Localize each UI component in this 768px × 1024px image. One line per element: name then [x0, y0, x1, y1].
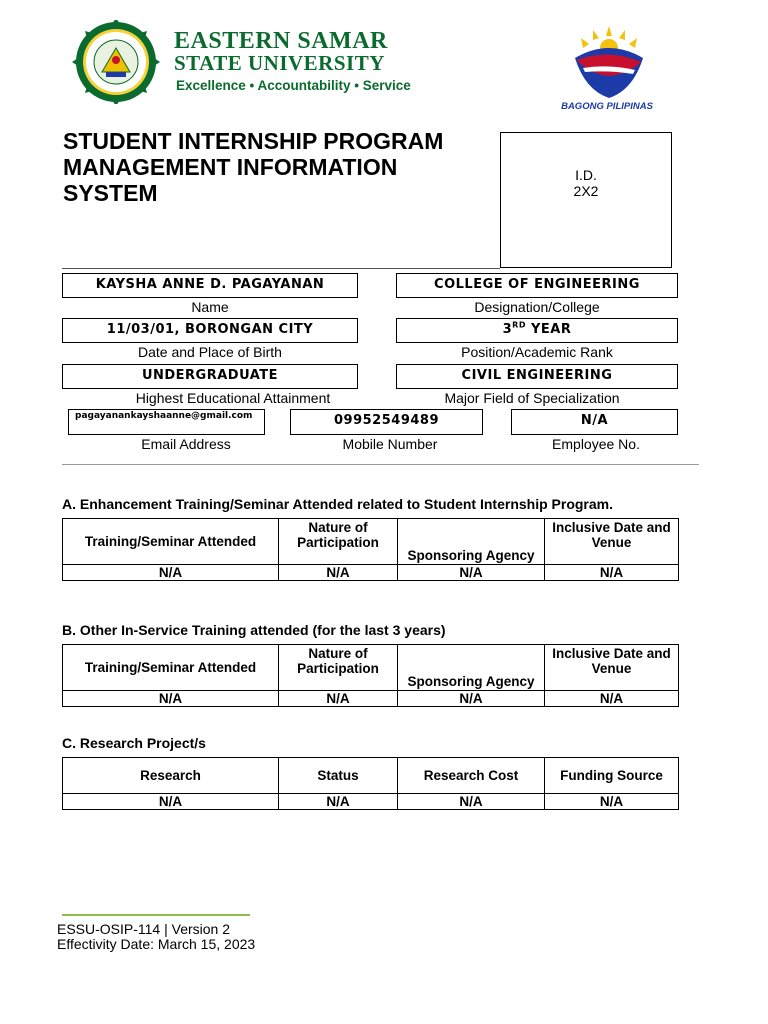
column-header: Training/Seminar Attended: [63, 519, 279, 565]
bagong-pilipinas-text: BAGONG PILIPINAS: [561, 101, 653, 112]
column-header: Inclusive Date and Venue: [545, 519, 679, 565]
education-label: Highest Educational Attainment: [135, 390, 331, 406]
section-c-table: [62, 757, 679, 810]
specialization-label: Major Field of Specialization: [444, 390, 620, 406]
education-field[interactable]: UNDERGRADUATE: [62, 364, 358, 389]
rank-field[interactable]: [396, 318, 678, 343]
column-header: Funding Source: [545, 758, 679, 794]
table-cell[interactable]: N/A: [398, 794, 545, 810]
university-name-line1: EASTERN SAMAR: [174, 28, 388, 54]
id-photo-label: I.D.: [575, 167, 597, 183]
table-cell[interactable]: N/A: [398, 565, 545, 581]
university-motto: Excellence • Accountability • Service: [176, 78, 411, 93]
email-field[interactable]: pagayanankayshaanne@gmail.com: [68, 409, 265, 435]
section-divider: [62, 464, 699, 465]
rank-suffix: RD: [512, 320, 526, 330]
table-header-row: [63, 758, 679, 794]
name-field[interactable]: KAYSHA ANNE D. PAGAYANAN: [62, 273, 358, 298]
email-label: Email Address: [141, 436, 231, 452]
section-c-title: C. Research Project/s: [62, 735, 206, 751]
section-a-title: A. Enhancement Training/Seminar Attended related to Student Internship Program.: [62, 496, 614, 512]
section-a-table: [62, 518, 679, 581]
id-photo-size: 2X2: [573, 183, 599, 199]
university-name: [174, 30, 388, 74]
bagong-pilipinas-logo: [563, 24, 655, 102]
table-cell[interactable]: N/A: [63, 794, 279, 810]
table-cell[interactable]: N/A: [545, 691, 679, 707]
column-header: Nature of Participation: [279, 519, 398, 565]
mobile-field[interactable]: 09952549489: [290, 409, 483, 435]
rank-label: Position/Academic Rank: [461, 344, 613, 360]
table-cell[interactable]: N/A: [63, 565, 279, 581]
name-label: Name: [191, 299, 229, 315]
table-row: [63, 794, 679, 810]
college-label: Designation/College: [474, 299, 600, 315]
document-code: ESSU-OSIP-114 | Version 2: [57, 921, 231, 937]
table-cell[interactable]: N/A: [63, 691, 279, 707]
employee-label: Employee No.: [552, 436, 640, 452]
table-cell[interactable]: N/A: [279, 565, 398, 581]
table-header-row: [63, 645, 679, 691]
form-title: STUDENT INTERNSHIP PROGRAM MANAGEMENT INFORMATION SYSTEM: [63, 128, 444, 206]
table-cell[interactable]: N/A: [279, 691, 398, 707]
column-header: Sponsoring Agency: [398, 645, 545, 691]
column-header: Sponsoring Agency: [398, 519, 545, 565]
birth-label: Date and Place of Birth: [138, 344, 282, 360]
column-header: Training/Seminar Attended: [63, 645, 279, 691]
section-b-table: [62, 644, 679, 707]
table-cell[interactable]: N/A: [545, 565, 679, 581]
college-field[interactable]: COLLEGE OF ENGINEERING: [396, 273, 678, 298]
table-cell[interactable]: N/A: [279, 794, 398, 810]
rank-number: 3: [502, 322, 513, 337]
university-seal: [66, 20, 166, 104]
footer: [57, 922, 255, 952]
effectivity-date: Effectivity Date: March 15, 2023: [57, 936, 256, 952]
section-b-title: B. Other In-Service Training attended (for the last 3 years): [62, 622, 446, 638]
title-underline: [62, 268, 500, 269]
table-cell[interactable]: N/A: [545, 794, 679, 810]
mobile-label: Mobile Number: [342, 436, 438, 452]
table-row: [63, 691, 679, 707]
birth-field[interactable]: 11/03/01, BORONGAN CITY: [62, 318, 358, 343]
university-name-line2: STATE UNIVERSITY: [174, 51, 385, 75]
column-header: Status: [279, 758, 398, 794]
rank-year: YEAR: [525, 322, 572, 337]
employee-field[interactable]: N/A: [511, 409, 678, 435]
table-header-row: [63, 519, 679, 565]
column-header: Nature of Participation: [279, 645, 398, 691]
footer-rule: [62, 914, 250, 916]
table-cell[interactable]: N/A: [398, 691, 545, 707]
table-row: [63, 565, 679, 581]
id-photo-box: [500, 132, 672, 268]
column-header: Research: [63, 758, 279, 794]
specialization-field[interactable]: CIVIL ENGINEERING: [396, 364, 678, 389]
column-header: Inclusive Date and Venue: [545, 645, 679, 691]
column-header: Research Cost: [398, 758, 545, 794]
